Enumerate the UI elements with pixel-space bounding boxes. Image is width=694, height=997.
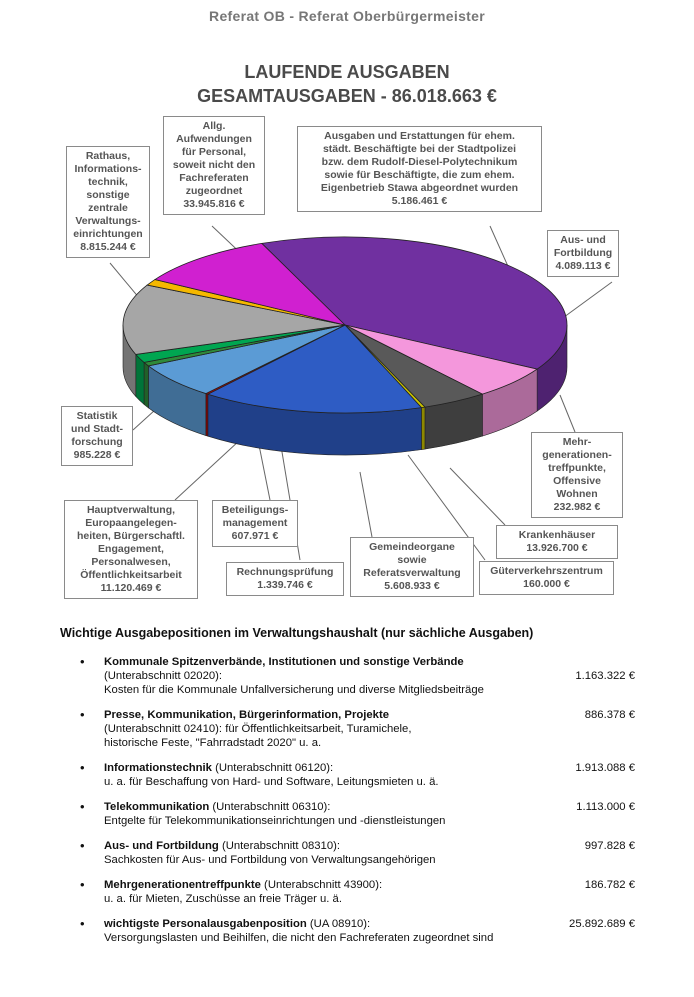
label-statistik: [61, 406, 133, 466]
label-line: generationen-: [542, 449, 612, 461]
label-line: Allg.: [202, 120, 226, 132]
label-line: Güterverkehrszentrum: [490, 565, 603, 577]
list-item: • Mehrgenerationentreffpunkte (Unterabschnitt 43900): u. a. für Mieten, Zuschüsse an freie Träger u. ä. 186.782 €: [80, 877, 635, 905]
label-line: sowie für Beschäftigte, die zum ehem.: [324, 169, 515, 181]
label-line: 607.971 €: [231, 530, 279, 542]
expense-list: [80, 655, 635, 956]
label-line: forschung: [71, 436, 123, 448]
label-line: Ausgaben und Erstattungen für ehem.: [324, 130, 515, 142]
bullet-icon: •: [80, 654, 85, 669]
connector-line: [133, 410, 155, 430]
label-gemeinde: [350, 537, 474, 597]
list-item: • Aus- und Fortbildung (Unterabschnitt 08310): Sachkosten für Aus- und Fortbildung von Verwaltungsangehörigen 997.828 €: [80, 838, 635, 866]
connector-line: [175, 440, 240, 500]
label-personal: [163, 116, 265, 215]
label-line: 5.186.461 €: [391, 195, 448, 207]
label-line: Rechnungsprüfung: [236, 566, 334, 578]
label-line: Europaangelegen-: [85, 517, 177, 529]
bullet-icon: •: [80, 877, 85, 892]
pie-slice-side: [421, 407, 425, 450]
label-haupt: [64, 500, 198, 599]
item-amount: 1.913.088 €: [575, 762, 635, 774]
label-line: Mehr-: [562, 436, 592, 448]
label-line: Fachreferaten: [179, 172, 249, 184]
label-line: zentrale: [88, 202, 128, 214]
label-line: Gemeindeorgane: [369, 541, 455, 553]
label-ehem: [297, 126, 542, 212]
item-amount: 1.163.322 €: [575, 670, 635, 682]
label-line: Krankenhäuser: [518, 529, 596, 541]
label-line: Beteiligungs-: [221, 504, 289, 516]
label-line: Informations-: [74, 163, 142, 175]
label-line: sowie: [397, 554, 427, 566]
label-line: bzw. dem Rudolf-Diesel-Polytechnikum: [321, 156, 518, 168]
label-rathaus: [66, 146, 150, 258]
label-line: 11.120.469 €: [100, 582, 162, 594]
label-line: Aufwendungen: [176, 133, 252, 145]
pie-tops: [123, 237, 567, 413]
label-line: 5.608.933 €: [384, 580, 440, 592]
label-line: treffpunkte,: [548, 462, 606, 474]
list-item: • Kommunale Spitzenverbände, Institutionen und sonstige Verbände (Unterabschnitt 02020): Kosten für die Kommunale Unfallversicherung und diverse Mitgliedsbeiträge 1.163.322 €: [80, 654, 635, 696]
chart-title: LAUFENDE AUSGABEN: [244, 62, 450, 82]
label-line: 13.926.700 €: [526, 542, 588, 554]
list-item: • Informationstechnik (Unterabschnitt 06120): u. a. für Beschaffung von Hard- und Software, Leitungsmieten u. ä. 1.913.088 €: [80, 760, 635, 788]
label-line: Personalwesen,: [91, 556, 171, 568]
item-amount: 997.828 €: [584, 840, 635, 852]
connector-line: [560, 395, 575, 432]
label-line: Engagement,: [98, 543, 164, 555]
label-line: 4.089.113 €: [555, 260, 611, 272]
label-line: und Stadt-: [71, 423, 123, 435]
bullet-icon: •: [80, 799, 85, 814]
pie-slice-side: [144, 362, 148, 407]
connector-line: [560, 282, 612, 320]
label-line: einrichtungen: [73, 228, 143, 240]
item-amount: 886.378 €: [584, 709, 635, 721]
label-line: für Personal,: [181, 146, 247, 158]
label-line: 33.945.816 €: [183, 198, 245, 210]
label-ausbildung: [547, 230, 619, 277]
label-line: 985.228 €: [73, 449, 121, 461]
connector-line: [450, 468, 505, 525]
label-line: 8.815.244 €: [80, 241, 136, 253]
page-header: Referat OB - Referat Oberbürgermeister: [209, 8, 485, 24]
label-line: städt. Beschäftigte bei der Stadtpolizei: [322, 143, 517, 155]
item-amount: 1.113.000 €: [576, 801, 635, 813]
bullet-icon: •: [80, 838, 85, 853]
label-line: Öffentlichkeitsarbeit: [80, 569, 182, 581]
connector-line: [360, 472, 372, 537]
bullet-icon: •: [80, 916, 85, 931]
label-line: Offensive: [553, 475, 601, 487]
label-rechnung: [226, 562, 344, 596]
pie-slice-side: [136, 354, 144, 404]
label-gueter: [479, 561, 614, 595]
list-item: • wichtigste Personalausgabenposition (UA 08910): Versorgungslasten und Beihilfen, die nicht den Fachreferaten zugeordnet sind 25.892.689 €: [80, 916, 635, 944]
list-item: • Presse, Kommunikation, Bürgerinformation, Projekte (Unterabschnitt 02410): für Öffentlichkeitsarbeit, Turamichele, historische Feste, "Fahrradstadt 2020" u. a. 886.378 €: [80, 707, 635, 749]
label-line: Eigenbetrieb Stawa abgeordnet wurden: [320, 182, 519, 194]
chart-subtitle: GESAMTAUSGABEN - 86.018.663 €: [197, 86, 497, 106]
label-line: Referatsverwaltung: [363, 567, 461, 579]
bullet-icon: •: [80, 760, 85, 775]
bullet-icon: •: [80, 707, 85, 722]
label-line: zugeordnet: [185, 185, 243, 197]
label-beteil: [212, 500, 298, 547]
label-mehrgen: [531, 432, 623, 518]
pie-slice-side: [206, 394, 208, 437]
label-line: heiten, Bürgerschaftl.: [77, 530, 185, 542]
label-line: Statistik: [76, 410, 118, 422]
label-line: Hauptverwaltung,: [86, 504, 176, 516]
item-amount: 186.782 €: [584, 879, 635, 891]
label-line: 1.339.746 €: [257, 579, 313, 591]
label-line: 160.000 €: [523, 578, 570, 590]
label-line: Verwaltungs-: [75, 215, 141, 227]
label-line: Aus- und: [560, 234, 606, 246]
label-kranken: [496, 525, 618, 559]
item-amount: 25.892.689 €: [569, 918, 635, 930]
label-line: Rathaus,: [85, 150, 131, 162]
label-line: 232.982 €: [553, 501, 601, 513]
label-line: soweit nicht den: [172, 159, 256, 171]
label-line: technik,: [88, 176, 128, 188]
label-line: Wohnen: [556, 488, 598, 500]
label-line: management: [222, 517, 288, 529]
section-title: Wichtige Ausgabepositionen im Verwaltungshaushalt (nur sächliche Ausgaben): [60, 626, 534, 640]
label-line: Fortbildung: [553, 247, 613, 259]
list-item: • Telekommunikation (Unterabschnitt 06310): Entgelte für Telekommunikationseinrichtungen und -dienstleistungen 1.113.000 €: [80, 799, 635, 827]
label-line: sonstige: [86, 189, 130, 201]
